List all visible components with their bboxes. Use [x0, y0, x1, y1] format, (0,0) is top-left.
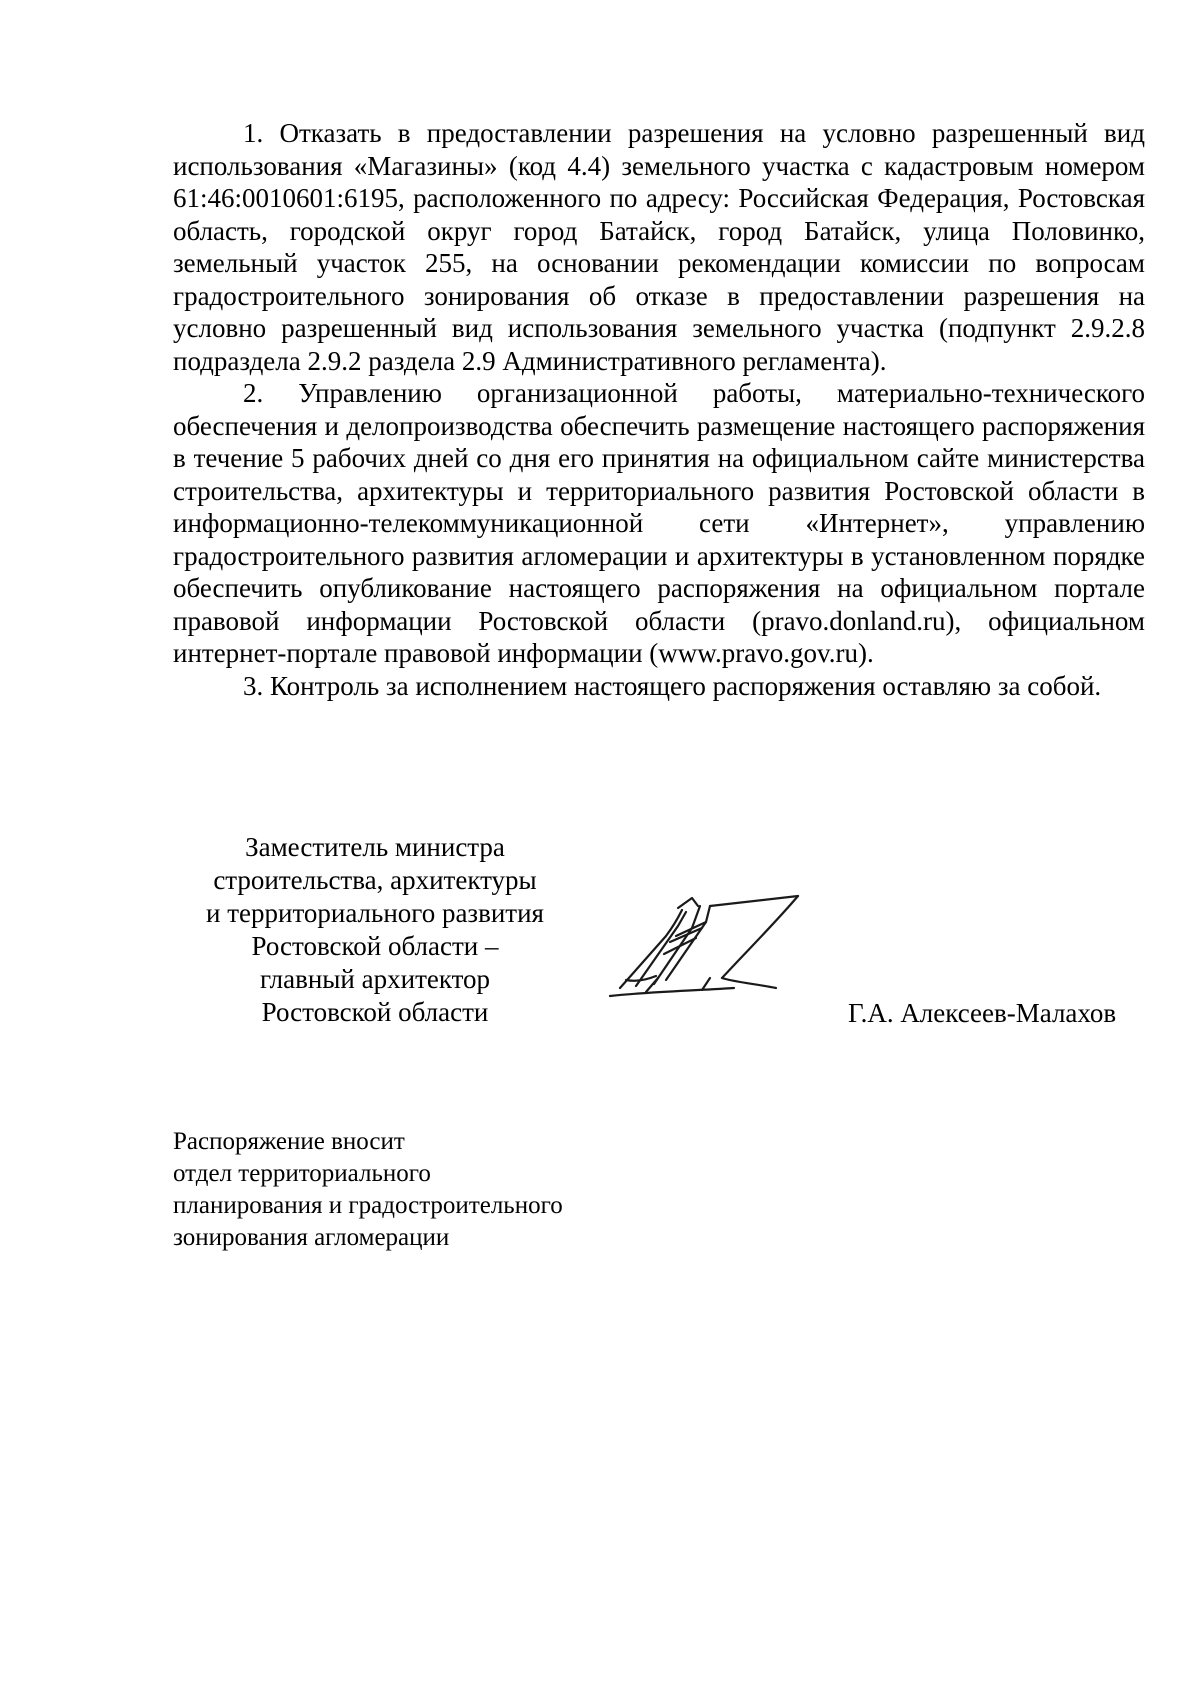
submitted-by-line: планирования и градостроительного [173, 1192, 563, 1219]
submitted-by-line: зонирования агломерации [173, 1224, 450, 1251]
document-body [173, 117, 1145, 702]
submitted-by-line: Распоряжение вносит [173, 1128, 405, 1155]
position-line: Ростовской области – [251, 931, 499, 961]
signatory-name: Г.А. Алексеев-Малахов [848, 998, 1117, 1028]
position-line: Ростовской области [261, 997, 489, 1027]
paragraph-3: 3. Контроль за исполнением настоящего распоряжения оставляю за собой. [243, 670, 1102, 701]
paragraph-2: 2. Управлению организационной работы, материально-технического обеспечения и делопроизводства обеспечить размещение настоящего распоряжения в течение 5 рабочих дней со дня его принятия на официальном сайте министерства строительства, архитектуры и территориального развития Ростовской области в информационно-телекоммуникационной сети «Интернет», управлению градостроительного развития агломерации и архитектуры в установленном порядке обеспечить опубликование настоящего распоряжения на официальном портале правовой информации Ростовской области (pravo.donland.ru), официальном интернет-портале правовой информации (www.pravo.gov.ru). [173, 378, 1145, 668]
signatory-position [180, 831, 570, 1029]
position-line: главный архитектор [259, 964, 491, 994]
submitted-by-line: отдел территориального [173, 1160, 431, 1187]
position-line: и территориального развития [206, 898, 544, 928]
position-line: строительства, архитектуры [213, 865, 537, 895]
paragraph-1: 1. Отказать в предоставлении разрешения на условно разрешенный вид использования «Магазины» (код 4.4) земельного участка с кадастровым номером 61:46:0010601:6195, расположенного по адресу: Российская Федерация, Ростовская область, городской округ город Батайск, город Батайск, улица Половинко, земельный участок 255, на основании рекомендации комиссии по вопросам градостроительного зонирования об отказе в предоставлении разрешения на условно разрешенный вид использования земельного участка (подпункт 2.9.2.8 подраздела 2.9.2 раздела 2.9 Административного регламента). [173, 118, 1145, 376]
position-line: Заместитель министра [245, 832, 505, 862]
submitted-by-note [173, 1126, 693, 1254]
handwritten-signature [606, 892, 806, 1002]
